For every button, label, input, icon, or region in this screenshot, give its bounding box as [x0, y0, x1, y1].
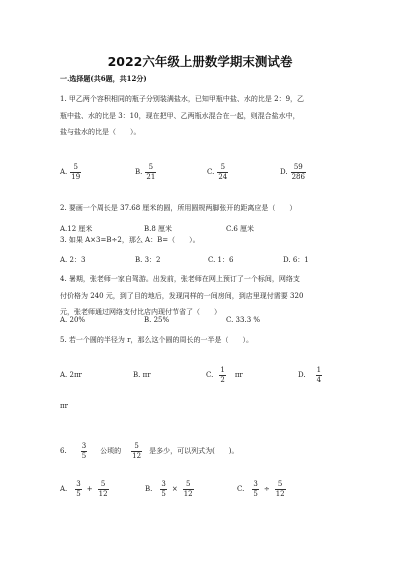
question-2: 2. 要画一个周长是 37.68 厘米的圆，所用圆规两脚张开的距离应是（ ）: [60, 204, 297, 212]
option-label: A.: [60, 168, 68, 176]
denominator: 12: [132, 451, 142, 460]
fraction: [81, 442, 87, 461]
fraction: [160, 480, 166, 499]
option-c[interactable]: [206, 361, 243, 389]
option-a[interactable]: [60, 158, 84, 186]
option-c[interactable]: [237, 475, 289, 503]
numerator: 3: [161, 479, 166, 488]
question-5-continuation: πr: [60, 402, 68, 410]
numerator: 5: [148, 162, 154, 171]
option-c[interactable]: C.6 厘米: [226, 225, 255, 233]
option-b[interactable]: B. 3：2: [135, 256, 161, 264]
page-title: 2022六年级上册数学期末测试卷: [107, 54, 293, 69]
fraction: [252, 480, 258, 499]
numerator: 1: [316, 365, 322, 374]
fraction: [70, 163, 81, 182]
fraction: [75, 480, 81, 499]
fraction: [183, 480, 194, 499]
option-b[interactable]: [135, 158, 159, 186]
option-a[interactable]: [60, 475, 112, 503]
question-1-line-1: 1. 甲乙两个容积相同的瓶子分别装满盐水，已知甲瓶中盐、水的比是 2：9，乙: [60, 95, 305, 103]
question-4: [60, 271, 345, 321]
option-d[interactable]: D. 6：1: [283, 256, 309, 264]
question-4-line-2: 付价格为 240 元，到了目的地后，发现同样的一间房间，到店里现付需要 320: [60, 291, 304, 300]
denominator: 5: [253, 489, 258, 498]
operator: ÷: [263, 485, 270, 493]
option-label: B.: [135, 168, 143, 176]
question-1-line-3: 盐与盐水的比是（ ）。: [60, 128, 141, 136]
numerator: 3: [81, 441, 87, 450]
question-6-stem: [60, 437, 239, 465]
option-c[interactable]: C. 1：6: [208, 256, 234, 264]
option-label: A. 2πr: [60, 371, 82, 379]
fraction: [145, 163, 156, 182]
question-3: 3. 如果 A×3=B÷2，那么 A：B=（ ）。: [60, 236, 200, 244]
fraction: [131, 442, 142, 461]
option-b[interactable]: B.8 厘米: [144, 225, 173, 233]
option-b[interactable]: B. 25%: [144, 316, 170, 324]
option-a[interactable]: A. 2：3: [60, 256, 86, 264]
denominator: 286: [291, 172, 305, 181]
denominator: 12: [275, 489, 285, 498]
question-6: [60, 437, 320, 465]
numerator: 5: [100, 479, 106, 488]
operator: +: [86, 485, 93, 493]
option-label: D.: [280, 168, 288, 176]
option-a[interactable]: A. 20%: [60, 316, 86, 324]
question-text: 公顷的: [100, 447, 122, 455]
question-4-line-3: 元，张老师通过网络支付比店内现付节省了（ ）: [60, 308, 221, 316]
fraction: [291, 163, 306, 182]
denominator: 2: [220, 375, 225, 384]
question-4-line-1: 4. 暑期，张老师一家自驾游。出发前，张老师在网上预订了一个标间，网络支: [60, 275, 300, 283]
option-label: B. πr: [133, 371, 151, 379]
denominator: 5: [161, 489, 166, 498]
question-number: 6.: [60, 447, 67, 455]
numerator: 5: [220, 162, 226, 171]
numerator: 3: [76, 479, 81, 488]
denominator: 5: [76, 489, 81, 498]
question-1: [60, 91, 345, 141]
question-3-options: [60, 255, 360, 267]
operator: ×: [171, 485, 178, 493]
fraction: [217, 163, 228, 182]
option-d[interactable]: [298, 361, 325, 389]
question-5-options: [60, 361, 360, 389]
option-label: C.: [237, 485, 245, 493]
option-a[interactable]: A.12 厘米: [60, 225, 93, 233]
numerator: 59: [293, 162, 303, 171]
option-suffix: πr: [234, 371, 243, 379]
numerator: 5: [185, 479, 191, 488]
option-d[interactable]: [280, 158, 309, 186]
option-b[interactable]: [133, 361, 151, 389]
fraction: [98, 480, 109, 499]
option-a[interactable]: [60, 361, 82, 389]
option-c[interactable]: C. 33.3 %: [226, 316, 261, 324]
denominator: 24: [218, 172, 228, 181]
question-1-options: [60, 158, 360, 186]
fraction: [275, 480, 286, 499]
option-label: A.: [60, 485, 68, 493]
numerator: 5: [134, 441, 139, 450]
fraction: [316, 366, 322, 385]
denominator: 12: [183, 489, 193, 498]
option-label: C.: [206, 371, 214, 379]
numerator: 5: [277, 479, 283, 488]
option-c[interactable]: [207, 158, 231, 186]
denominator: 5: [81, 451, 87, 460]
question-4-options: [60, 316, 360, 328]
denominator: 4: [316, 375, 322, 384]
numerator: 3: [253, 479, 258, 488]
option-label: B.: [145, 485, 153, 493]
numerator: 1: [220, 365, 225, 374]
numerator: 5: [73, 162, 78, 171]
option-b[interactable]: [145, 475, 197, 503]
denominator: 21: [146, 172, 156, 181]
denominator: 19: [71, 172, 81, 181]
option-label: D.: [298, 371, 306, 379]
option-label: C.: [207, 168, 215, 176]
fraction: [219, 366, 225, 385]
section-heading: 一.选择题(共6题，共12分): [60, 74, 147, 83]
denominator: 12: [98, 489, 108, 498]
question-text: 是多少，可以列式为( )。: [149, 447, 239, 455]
question-1-line-2: 瓶中盐、水的比是 3：10，现在把甲、乙两瓶水混合在一起，则混合盐水中，: [60, 111, 300, 120]
question-6-options: [60, 475, 360, 503]
question-5: 5. 若一个圆的半径为 r，那么这个圆的周长的一半是（ ）。: [60, 336, 253, 344]
